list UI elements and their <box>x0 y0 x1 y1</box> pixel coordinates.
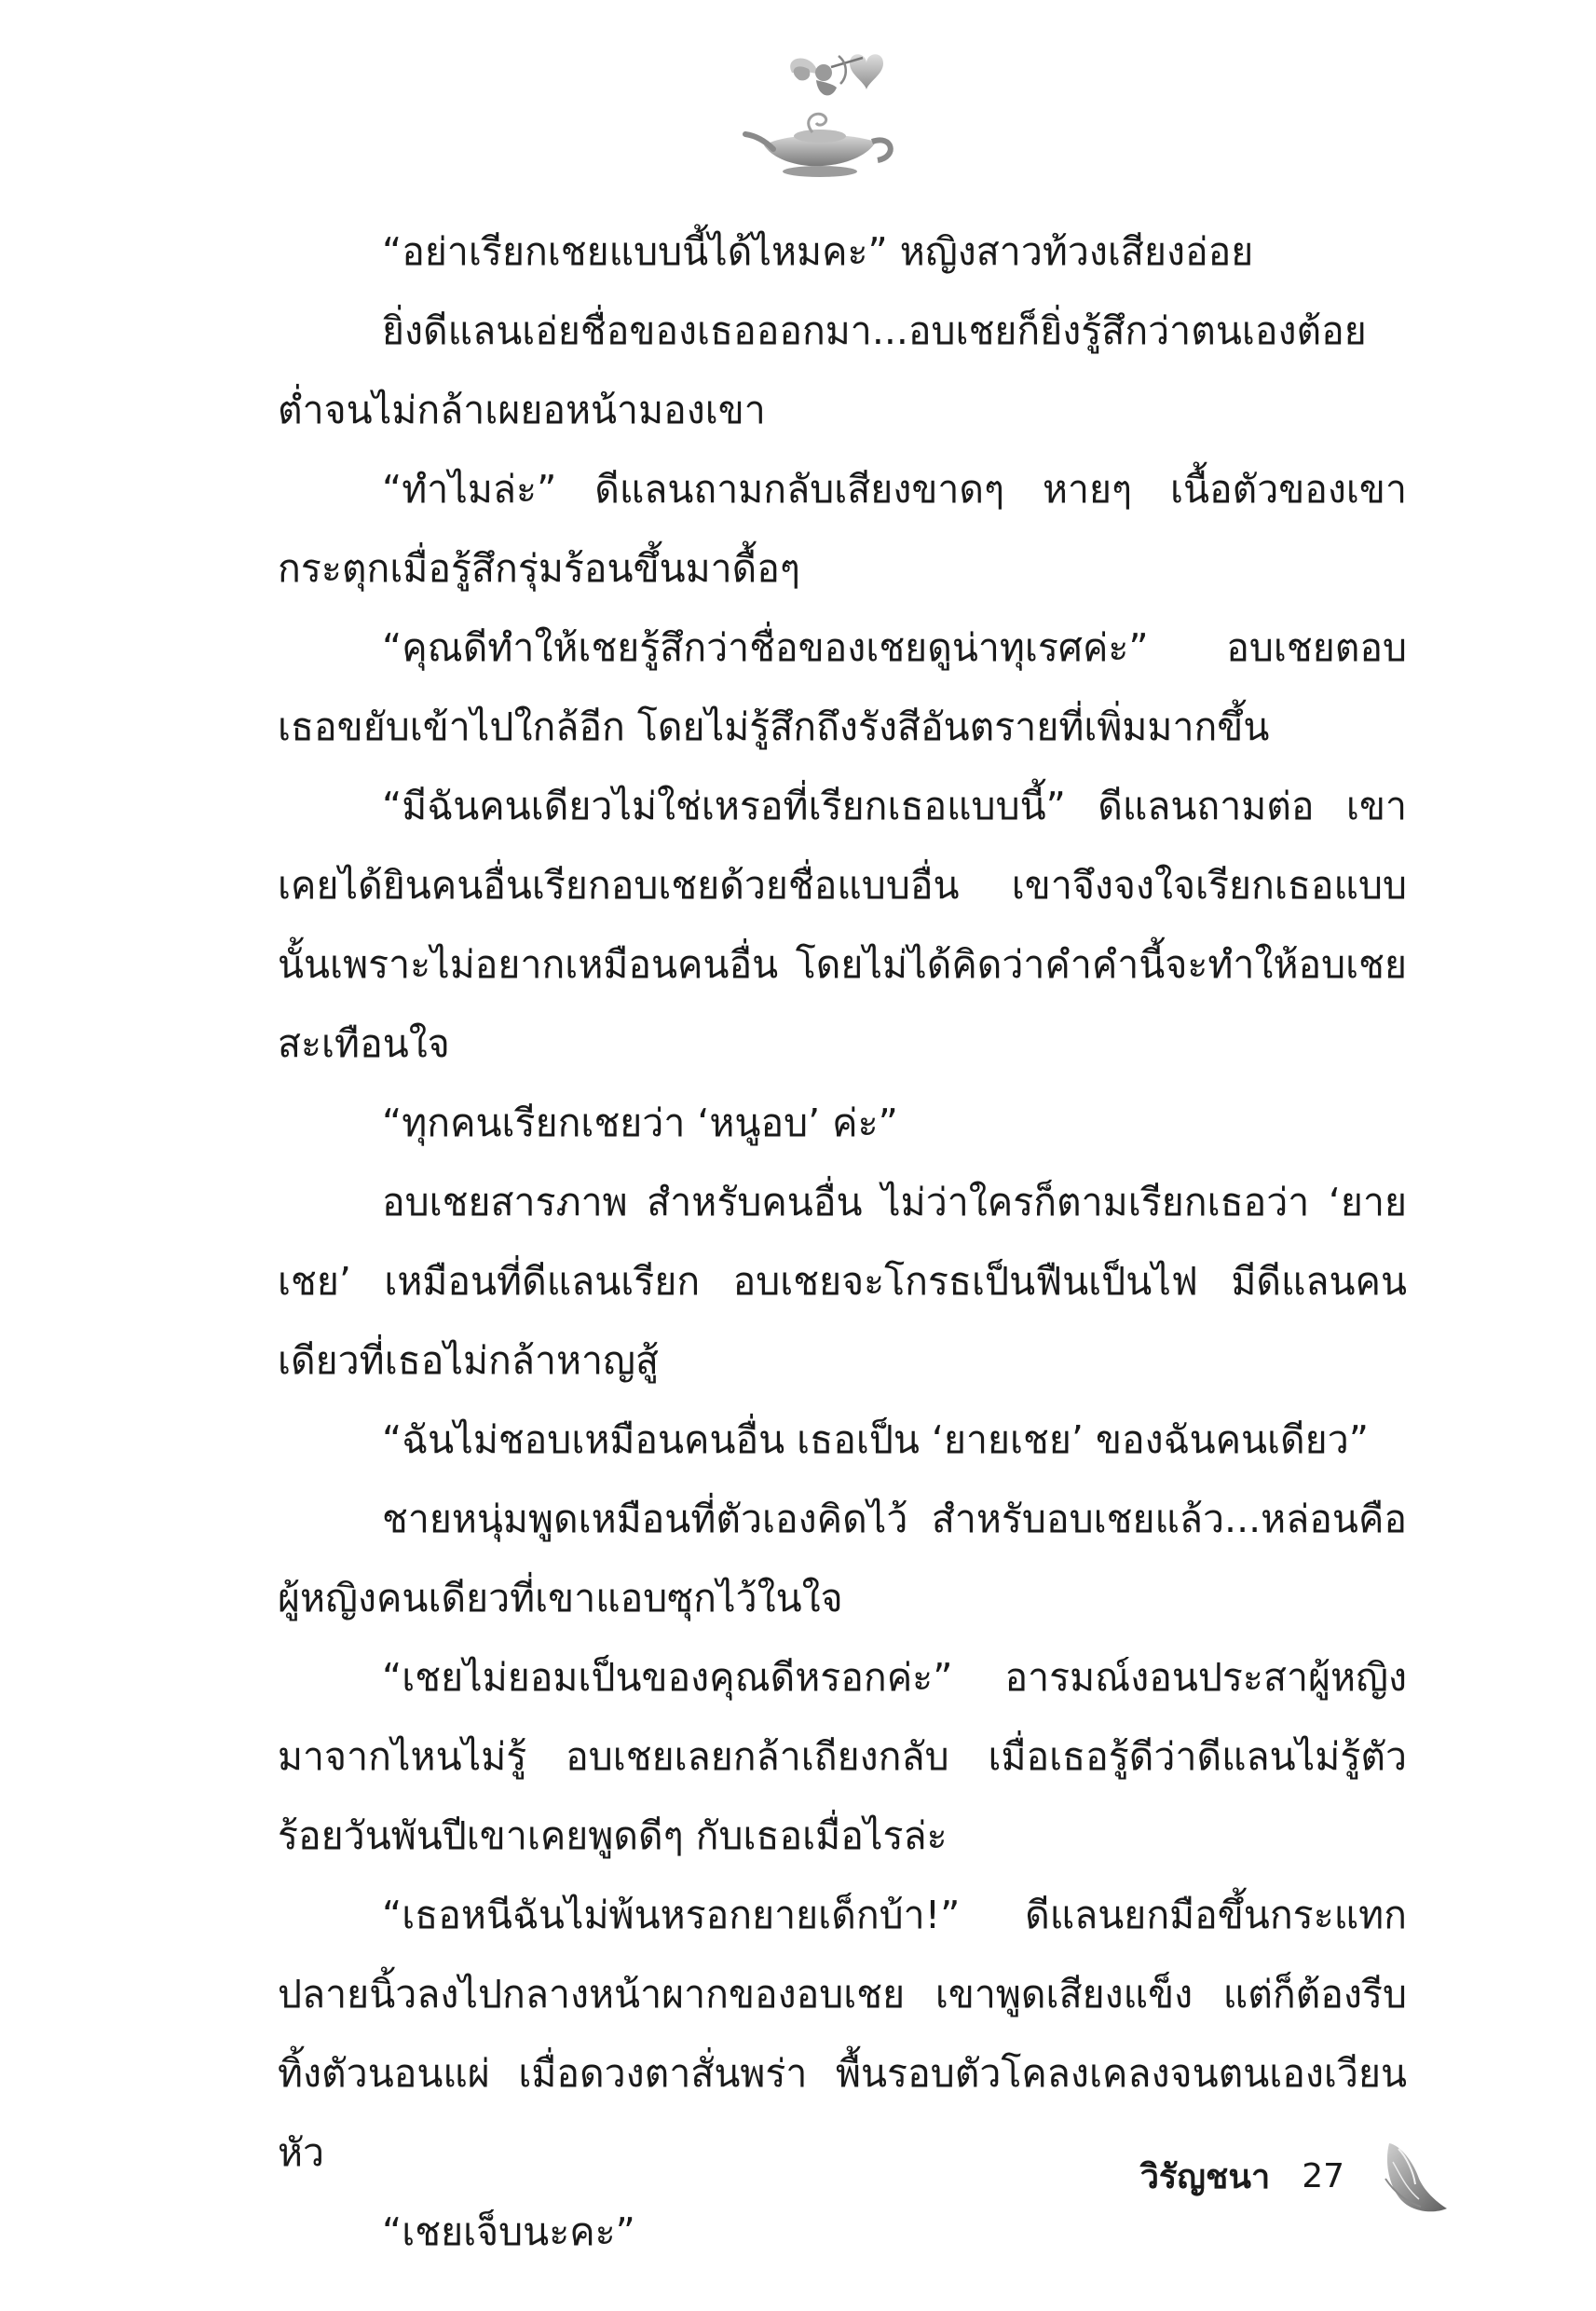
paragraph: ยิ่งดีแลนเอ่ยชื่อของเธอออกมา...อบเชยก็ยิ่งรู้สึกว่าตนเองต้อยต่ำจนไม่กล้าเผยอหน้ามองเขา <box>278 308 1367 432</box>
page-footer <box>1140 2134 1456 2218</box>
paragraph: “เธอหนีฉันไม่พ้นหรอกยายเด็กบ้า!” ดีแลนยกมือขึ้นกระแทกปลายนิ้วลงไปกลางหน้าผากของอบเชย เขาพูดเสียงแข็ง แต่ก็ต้องรีบทิ้งตัวนอนแผ่ เมื่อดวงตาสั่นพร่า พื้นรอบตัวโคลงเคลงจนตนเองเวียนหัว <box>278 1893 1407 2175</box>
teapot-cupid-ornament-icon <box>727 45 913 185</box>
paragraph: “เชยไม่ยอมเป็นของคุณดีหรอกค่ะ” อารมณ์งอนประสาผู้หญิงมาจากไหนไม่รู้ อบเชยเลยกล้าเถียงกลับ เมื่อเธอรู้ดีว่าดีแลนไม่รู้ตัวร้อยวันพันปีเขาเคยพูดดีๆ กับเธอเมื่อไรล่ะ <box>278 1655 1407 1858</box>
paragraph: “ฉันไม่ชอบเหมือนคนอื่น เธอเป็น ‘ยายเชย’ ของฉันคนเดียว” <box>382 1417 1369 1462</box>
paragraph: “คุณดีทำให้เชยรู้สึกว่าชื่อของเชยดูน่าทุเรศค่ะ” อบเชยตอบ เธอขยับเข้าไปใกล้อีก โดยไม่รู้สึกถึงรังสีอันตรายที่เพิ่มมากขึ้น <box>278 625 1407 749</box>
page-number: 27 <box>1302 2156 1344 2195</box>
paragraph: “มีฉันคนเดียวไม่ใช่เหรอที่เรียกเธอแบบนี้” ดีแลนถามต่อ เขาเคยได้ยินคนอื่นเรียกอบเชยด้วยชื่อแบบอื่น เขาจึงจงใจเรียกเธอแบบนั้นเพราะไม่อยากเหมือนคนอื่น โดยไม่ได้คิดว่าคำคำนี้จะทำให้อบเชยสะเทือนใจ <box>278 784 1407 1066</box>
paragraph: ชายหนุ่มพูดเหมือนที่ตัวเองคิดไว้ สำหรับอบเชยแล้ว...หล่อนคือผู้หญิงคนเดียวที่เขาแอบซุกไว้ในใจ <box>278 1497 1407 1620</box>
running-title: วิรัญชนา <box>1139 2157 1271 2196</box>
paragraph: “ทำไมล่ะ” ดีแลนถามกลับเสียงขาดๆ หายๆ เนื้อตัวของเขากระตุกเมื่อรู้สึกรุ่มร้อนขึ้นมาดื้อๆ <box>278 467 1407 591</box>
paragraph: “อย่าเรียกเชยแบบนี้ได้ไหมคะ” หญิงสาวท้วงเสียงอ่อย <box>382 229 1254 274</box>
paragraph: “เชยเจ็บนะคะ” <box>382 2209 635 2254</box>
paragraph: “ทุกคนเรียกเชยว่า ‘หนูอบ’ ค่ะ” <box>382 1101 898 1145</box>
praying-hands-icon <box>1372 2134 1456 2218</box>
body-text <box>278 212 1407 2272</box>
paragraph: อบเชยสารภาพ สำหรับคนอื่น ไม่ว่าใครก็ตามเรียกเธอว่า ‘ยายเชย’ เหมือนที่ดีแลนเรียก อบเชยจะโกรธเป็นฟืนเป็นไฟ มีดีแลนคนเดียวที่เธอไม่กล้าหาญสู้ <box>278 1180 1407 1383</box>
